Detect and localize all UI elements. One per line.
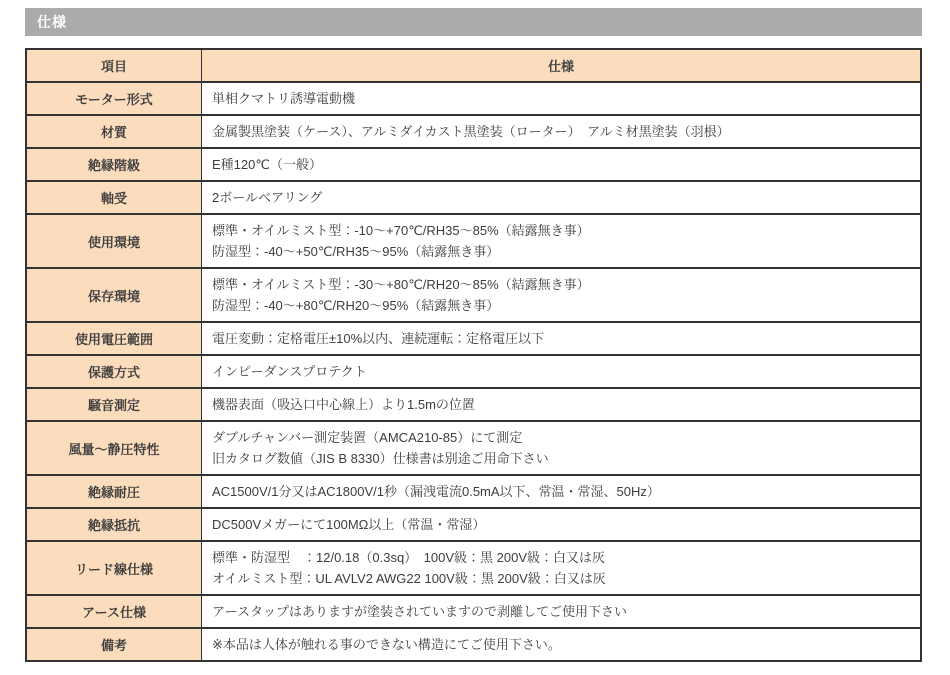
spec-row-value [202, 628, 922, 661]
spec-row [26, 508, 921, 541]
spec-row-value [202, 508, 922, 541]
spec-value-line: インピーダンスプロテクト [212, 364, 367, 379]
spec-value-line: 防湿型：-40～+50℃/RH35～95%（結露無き事） [212, 244, 500, 259]
column-header-item: 項目 [26, 49, 202, 82]
spec-row-value [202, 181, 922, 214]
spec-value-line: オイルミスト型：UL AVLV2 AWG22 100V級：黒 200V級：白又は灰 [212, 571, 606, 586]
spec-value-line: 単相クマトリ誘導電動機 [212, 91, 356, 106]
spec-row-label: 絶縁抵抗 [26, 508, 202, 541]
spec-row-value [202, 355, 922, 388]
spec-row [26, 322, 921, 355]
spec-row-value [202, 541, 922, 595]
spec-value-line: 防湿型：-40～+80℃/RH20～95%（結露無き事） [212, 298, 500, 313]
spec-row [26, 115, 921, 148]
spec-row [26, 148, 921, 181]
spec-value-line: 標準・オイルミスト型：-30～+80℃/RH20～85%（結露無き事） [212, 277, 590, 292]
spec-row-label: 使用電圧範囲 [26, 322, 202, 355]
spec-row [26, 268, 921, 322]
spec-value-line: 2ボールベアリング [212, 190, 323, 205]
spec-row-label: モーター形式 [26, 82, 202, 115]
spec-value-line: ダブルチャンバー測定装置（AMCA210-85）にて測定 [212, 430, 523, 445]
spec-row-label: 風量～静圧特性 [26, 421, 202, 475]
spec-row-label: リード線仕様 [26, 541, 202, 595]
spec-row [26, 82, 921, 115]
spec-row-label: 材質 [26, 115, 202, 148]
spec-row [26, 181, 921, 214]
section-header-bar [25, 8, 922, 36]
table-header-row [26, 49, 921, 82]
spec-row-value [202, 214, 922, 268]
spec-row-label: 騒音測定 [26, 388, 202, 421]
spec-row [26, 355, 921, 388]
spec-row-label: 保存環境 [26, 268, 202, 322]
spec-row [26, 388, 921, 421]
spec-value-line: AC1500V/1分又はAC1800V/1秒（漏洩電流0.5mA以下、常温・常湿、50Hz） [212, 484, 660, 499]
spec-value-line: 標準・オイルミスト型：-10～+70℃/RH35～85%（結露無き事） [212, 223, 590, 238]
spec-row [26, 541, 921, 595]
spec-value-line: 標準・防湿型 ：12/0.18（0.3sq） 100V級：黒 200V級：白又は灰 [212, 550, 606, 565]
spec-value-line: アースタップはありますが塗装されていますので剥離してご使用下さい [212, 604, 627, 619]
spec-row-label: 絶縁階級 [26, 148, 202, 181]
spec-row-value [202, 148, 922, 181]
spec-row-label: 軸受 [26, 181, 202, 214]
spec-row-label: アース仕様 [26, 595, 202, 628]
spec-value-line: 金属製黒塗装（ケース）、アルミダイカスト黒塗装（ローター） アルミ材黒塗装（羽根） [212, 124, 730, 139]
spec-row-value [202, 388, 922, 421]
spec-value-line: ※本品は人体が触れる事のできない構造にてご使用下さい。 [212, 637, 561, 652]
spec-row-value [202, 595, 922, 628]
spec-row-value [202, 475, 922, 508]
spec-row [26, 475, 921, 508]
spec-row [26, 595, 921, 628]
spec-row-value [202, 268, 922, 322]
spec-value-line: 機器表面（吸込口中心線上）より1.5mの位置 [212, 397, 475, 412]
spec-value-line: E種120℃（一般） [212, 157, 322, 172]
spec-row-value [202, 421, 922, 475]
column-header-spec: 仕様 [202, 49, 922, 82]
spec-row [26, 214, 921, 268]
section-title: 仕様 [37, 14, 67, 30]
spec-row [26, 421, 921, 475]
spec-row-value [202, 322, 922, 355]
spec-row-label: 備考 [26, 628, 202, 661]
spec-row [26, 628, 921, 661]
spec-row-value [202, 82, 922, 115]
spec-value-line: DC500Vメガーにて100MΩ以上（常温・常湿） [212, 517, 486, 532]
spec-row-value [202, 115, 922, 148]
spec-value-line: 旧カタログ数値（JIS B 8330）仕様書は別途ご用命下さい [212, 451, 549, 466]
spec-row-label: 使用環境 [26, 214, 202, 268]
spec-table [25, 48, 922, 662]
spec-row-label: 絶縁耐圧 [26, 475, 202, 508]
spec-value-line: 電圧変動：定格電圧±10%以内、連続運転：定格電圧以下 [212, 331, 545, 346]
spec-row-label: 保護方式 [26, 355, 202, 388]
